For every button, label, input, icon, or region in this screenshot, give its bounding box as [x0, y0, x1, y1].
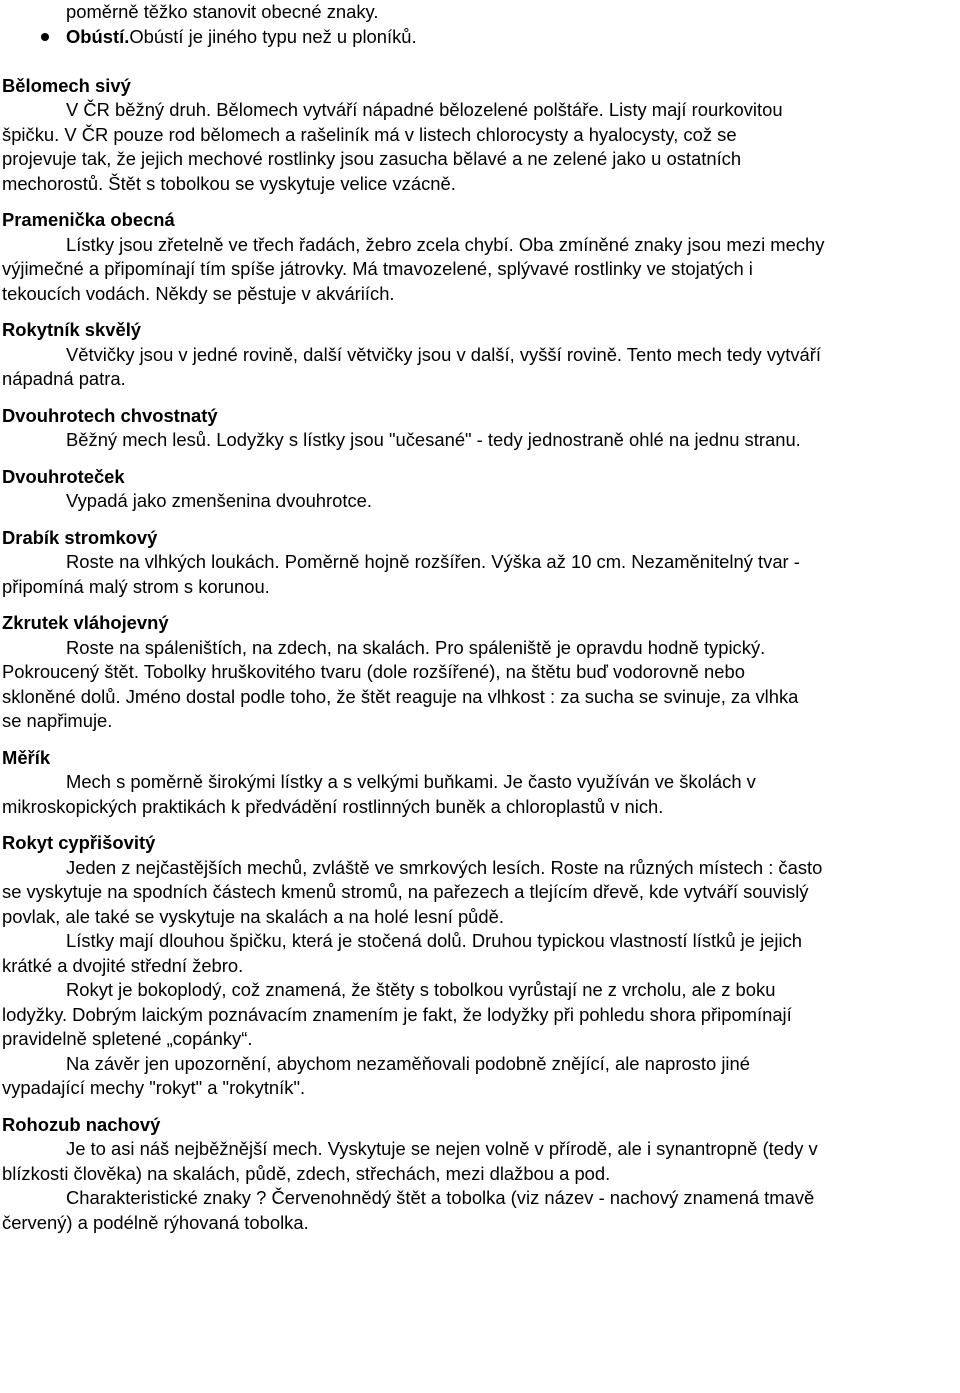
section-text-line: připomíná malý strom s korunou.: [2, 575, 270, 597]
bullet-text: Obústí je jiného typu než u ploníků.: [129, 25, 417, 47]
section-text-line: Větvičky jsou v jedné rovině, další větvičky jsou v další, vyšší rovině. Tento mech tedy vytváří: [66, 343, 822, 365]
section-title-drabik: Drabík stromkový: [2, 526, 158, 548]
section-text-line: Běžný mech lesů. Lodyžky s lístky jsou "učesané" - tedy jednostraně ohlé na jednu stranu.: [66, 429, 801, 450]
section-title-dvouhrotech: Dvouhrotech chvostnatý: [2, 404, 218, 426]
section-text-line: projevuje tak, že jejich mechové rostlinky jsou zasucha bělavé a ne zelené jako u ostatních: [2, 148, 742, 169]
section-text-line: pravidelně spletené „copánky“.: [2, 1028, 253, 1049]
section-text-line: Vypadá jako zmenšenina dvouhrotce.: [66, 490, 373, 511]
section-text-line: mechorostů. Štět s tobolkou se vyskytuje velice vzácně.: [2, 172, 456, 194]
section-text-line: V ČR běžný druh. Bělomech vytváří nápadné bělozelené polštáře. Listy mají rourkovitou: [66, 99, 783, 120]
section-text-line: červený) a podélně rýhovaná tobolka.: [2, 1211, 309, 1233]
section-text-line: krátké a dvojité střední žebro.: [2, 954, 244, 976]
section-text-line: mikroskopických praktikách k předvádění rostlinných buněk a chloroplastů v nich.: [2, 795, 664, 817]
section-text-line: Na závěr jen upozornění, abychom nezaměňovali podobně znějící, ale naprosto jiné: [66, 1052, 750, 1074]
section-text-line: skloněné dolů. Jméno dostal podle toho, že štět reaguje na vlhkost : za sucha se svinuje, za vlhka: [2, 685, 799, 707]
section-text-line: tekoucích vodách. Někdy se pěstuje v akváriích.: [2, 282, 395, 304]
section-text-line: Mech s poměrně širokými lístky a s velkými buňkami. Je často využíván ve školách v: [66, 771, 756, 792]
section-text-line: lodyžky. Dobrým laickým poznávacím znamením je fakt, že lodyžky při pohledu shora připomínají: [2, 1003, 792, 1025]
section-title-pramenicka: Pramenička obecná: [2, 209, 175, 230]
section-title-belomech: Bělomech sivý: [2, 74, 131, 96]
section-text-line: vypadající mechy "rokyt" a "rokytník".: [2, 1077, 306, 1098]
section-text-line: výjimečné a připomínají tím spíše játrovky. Má tmavozelené, splývavé rostlinky ve stojatých i: [2, 258, 753, 279]
bullet-term: Obústí.: [66, 25, 130, 47]
section-text-line: Pokroucený štět. Tobolky hruškovitého tvaru (dole rozšířené), na štětu buď vodorovně nebo: [2, 661, 745, 682]
section-title-rohozub: Rohozub nachový: [2, 1113, 161, 1135]
section-text-line: Lístky mají dlouhou špičku, která je stočená dolů. Druhou typickou vlastností lístků je jejich: [66, 930, 802, 951]
section-text-line: Jeden z nejčastějších mechů, zvláště ve smrkových lesích. Roste na různých místech : často: [66, 856, 823, 878]
section-text-line: blízkosti člověka) na skalách, půdě, zdech, střechách, mezi dlažbou a pod.: [2, 1162, 611, 1184]
section-text-line: povlak, ale také se vyskytuje na skalách a na holé lesní půdě.: [2, 905, 504, 927]
section-title-zkrutek: Zkrutek vláhojevný: [2, 612, 169, 633]
bullet-item: [2, 25, 957, 50]
section-text-line: se vyskytuje na spodních částech kmenů stromů, na pařezech a tlejícím dřevě, kde vytváří souvislý: [2, 881, 809, 902]
section-text-line: Charakteristické znaky ? Červenohnědý štět a tobolka (viz název - nachový znamená tmavě: [66, 1187, 815, 1208]
section-title-rokytnik: Rokytník skvělý: [2, 319, 142, 340]
section-text-line: Rokyt je bokoplodý, což znamená, že štěty s tobolkou vyrůstají ne z vrcholu, ale z boku: [66, 979, 776, 1000]
text-line: poměrně těžko stanovit obecné znaky.: [66, 1, 379, 22]
section-text-line: Roste na spáleništích, na zdech, na skalách. Pro spáleniště je opravdu hodně typický.: [66, 636, 766, 658]
section-text-line: Je to asi náš nejběžnější mech. Vyskytuje se nejen volně v přírodě, ale i synantropně (tedy v: [66, 1138, 818, 1159]
section-text-line: špičku. V ČR pouze rod bělomech a rašeliník má v listech chlorocysty a hyalocysty, což se: [2, 123, 737, 145]
document-page: [2, 0, 957, 1235]
section-text-line: Roste na vlhkých loukách. Poměrně hojně rozšířen. Výška až 10 cm. Nezaměnitelný tvar -: [66, 551, 800, 572]
section-title-rokyt: Rokyt cypřišovitý: [2, 832, 156, 853]
section-title-dvouhrotecek: Dvouhroteček: [2, 465, 125, 487]
section-text-line: Lístky jsou zřetelně ve třech řadách, žebro zcela chybí. Oba zmíněné znaky jsou mezi mechy: [66, 233, 825, 255]
section-title-merik: Měřík: [2, 746, 51, 768]
section-text-line: nápadná patra.: [2, 368, 126, 389]
section-text-line: se napřimuje.: [2, 710, 113, 731]
bullet-icon: [41, 33, 49, 41]
